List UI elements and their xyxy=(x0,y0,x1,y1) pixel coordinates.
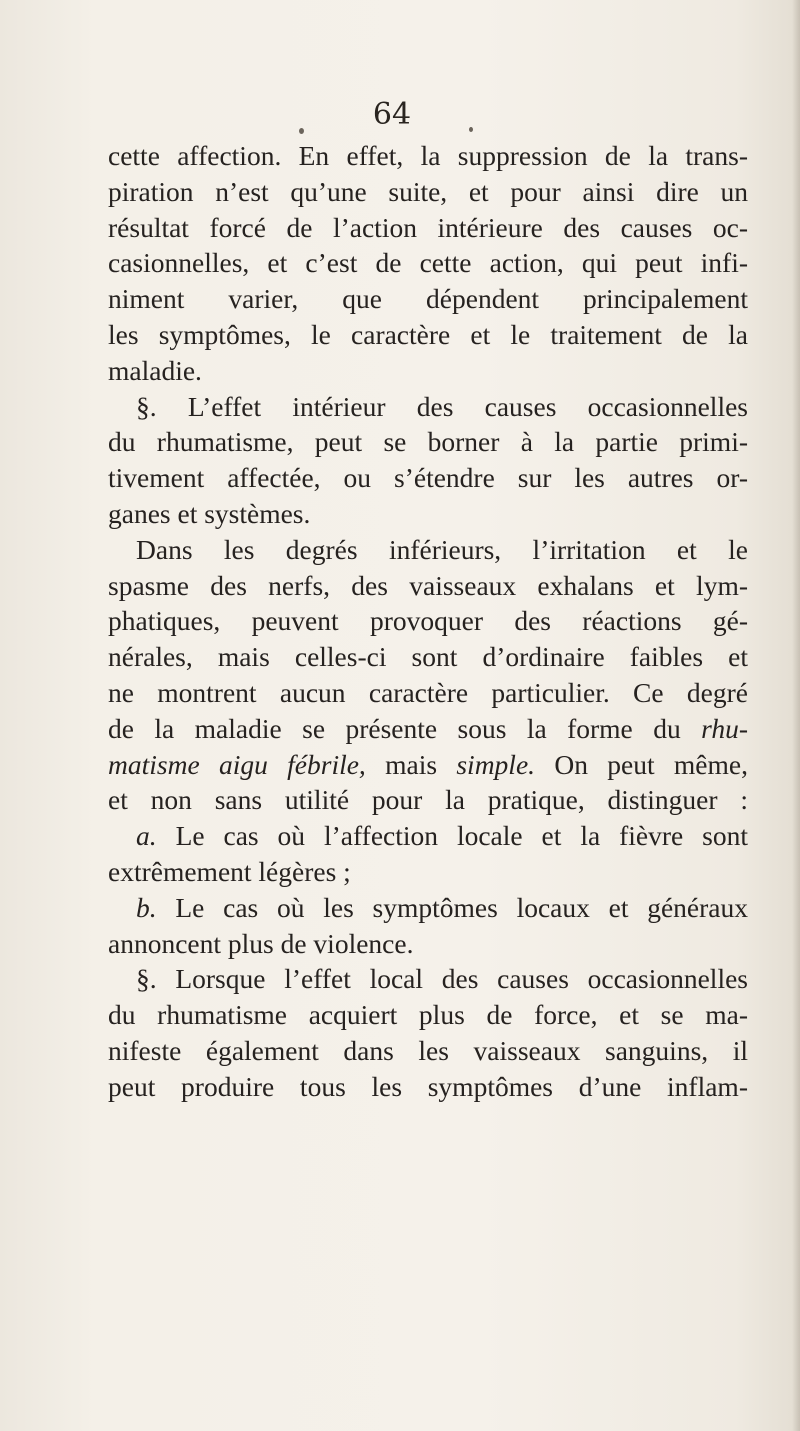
paragraph-start-line: §. L’effet intérieur des causes occasionnelles xyxy=(136,390,748,422)
ink-speck xyxy=(299,128,304,134)
text-line: nérales, mais celles-ci sont d’ordinaire faibles et xyxy=(108,641,748,673)
text-line: peut produire tous les symptômes d’une inflam- xyxy=(108,1070,748,1102)
text-line: les symptômes, le caractère et le traitement de la xyxy=(108,318,748,350)
list-item-b xyxy=(108,890,748,926)
text-run: Le cas où l’affection locale et la fièvre sont xyxy=(156,820,748,852)
text-line: casionnelles, et c’est de cette action, qui peut infi- xyxy=(108,247,748,279)
text-run: mais xyxy=(365,748,457,780)
text-line: du rhumatisme, peut se borner à la partie primi- xyxy=(108,426,748,458)
text-line: et non sans utilité pour la pratique, distinguer : xyxy=(108,784,748,816)
text-line: résultat forcé de l’action intérieure des causes oc- xyxy=(108,211,748,243)
paragraph-start-line: §. Lorsque l’effet local des causes occasionnelles xyxy=(136,963,748,995)
page-edge-shadow xyxy=(792,0,800,1431)
text-run: Le cas où les symptômes locaux et généraux xyxy=(156,891,748,923)
text-line xyxy=(108,747,748,783)
text-run: On peut même, xyxy=(535,748,748,780)
text-run: de la maladie se présente sous la forme du xyxy=(108,712,702,744)
list-marker: b. xyxy=(136,891,157,923)
text-line: annoncent plus de violence. xyxy=(108,927,414,959)
text-line: piration n’est qu’une suite, et pour ainsi dire un xyxy=(108,175,748,207)
text-line: cette affection. En effet, la suppression de la trans- xyxy=(108,140,748,171)
text-line: niment varier, que dépendent principalement xyxy=(108,283,748,315)
ink-speck xyxy=(469,127,473,132)
italic-term: simple. xyxy=(456,748,536,780)
text-line: phatiques, peuvent provoquer des réactions gé- xyxy=(108,605,748,637)
text-line: ganes et systèmes. xyxy=(108,497,311,529)
page-number: 64 xyxy=(372,97,412,132)
text-line: nifeste également dans les vaisseaux sanguins, il xyxy=(108,1034,748,1066)
text-line xyxy=(108,711,748,747)
body-text xyxy=(108,138,748,1105)
text-line: spasme des nerfs, des vaisseaux exhalans et lym- xyxy=(108,569,748,601)
text-line: maladie. xyxy=(108,354,202,386)
italic-term: matisme aigu fébrile, xyxy=(108,748,366,780)
list-marker: a. xyxy=(136,820,157,852)
text-line: extrêmement légères ; xyxy=(108,855,351,887)
paragraph-start-line: Dans les degrés inférieurs, l’irritation et le xyxy=(136,533,748,565)
list-item-a xyxy=(108,818,748,854)
italic-term: rhu- xyxy=(701,712,748,744)
text-line: tivement affectée, ou s’étendre sur les autres or- xyxy=(108,462,748,494)
text-line: ne montrent aucun caractère particulier. Ce degré xyxy=(108,676,748,708)
text-line: du rhumatisme acquiert plus de force, et se ma- xyxy=(108,999,748,1031)
